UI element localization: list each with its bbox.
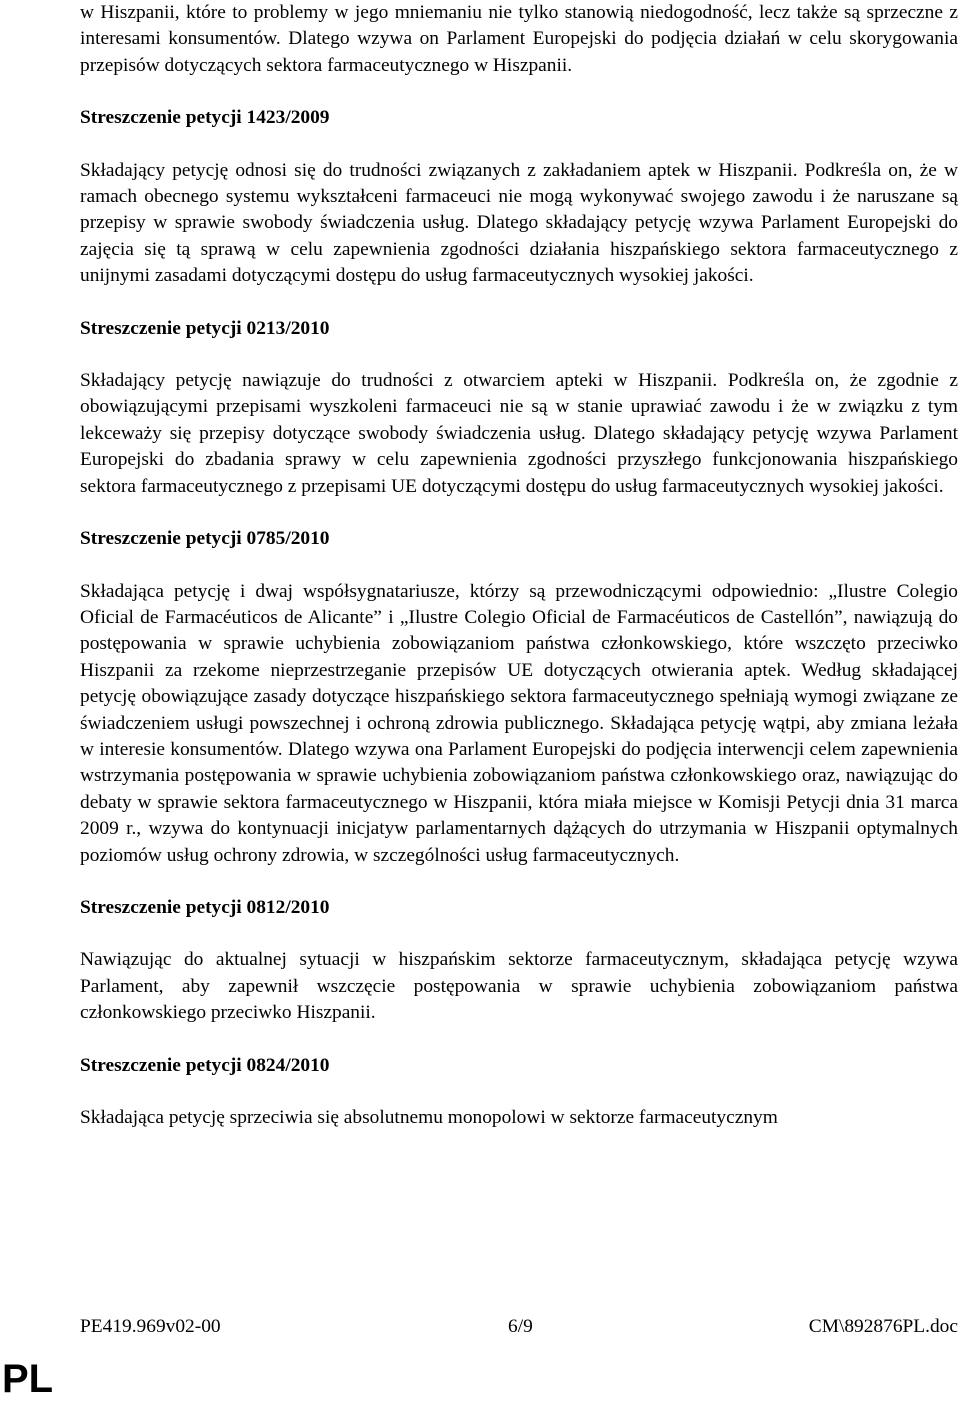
- section-text-1423-2009: Składający petycję odnosi się do trudności związanych z zakładaniem aptek w Hiszpanii. Podkreśla on, że w ramach obecnego systemu wykształceni farmaceuci nie mogą wykonywać swojego zawodu i że naruszane są przepisy w sprawie swobody świadczenia usług. Dlatego składający petycję wzywa Parlament Europejski do zajęcia się tą sprawą w celu zapewnienia zgodności działania hiszpańskiego sektora farmaceutycznego z unijnymi zasadami dotyczącymi dostępu do usług farmaceutycznych wysokiej jakości.: [80, 159, 958, 287]
- intro-paragraph: w Hiszpanii, które to problemy w jego mniemaniu nie tylko stanowią niedogodność, lecz także są sprzeczne z interesami konsumentów. Dlatego wzywa on Parlament Europejski do podjęcia działań w celu skorygowania przepisów dotyczących sektora farmaceutycznego w Hiszpanii.: [80, 2, 958, 76]
- footer-page-number: 6/9: [508, 1316, 533, 1337]
- section-text-0785-2010: Składająca petycję i dwaj współsygnatariusze, którzy są przewodniczącymi odpowiednio: „Ilustre Colegio Oficial de Farmacéuticos de Alicante” i „Ilustre Colegio Oficial de Farmacéuticos de Castellón”, nawiązują do postępowania w sprawie uchybienia zobowiązaniom państwa członkowskiego, które wszczęto przeciwko Hiszpanii za rzekome nieprzestrzeganie przepisów UE dotyczących otwierania aptek. Według składającej petycję obowiązujące zasady dotyczące hiszpańskiego sektora farmaceutycznego spełniają wymogi związane ze świadczeniem usługi powszechnej i ochroną zdrowia publicznego. Składająca petycję wątpi, aby zmiana leżała w interesie konsumentów. Dlatego wzywa ona Parlament Europejski do podjęcia interwencji celem zapewnienia wstrzymania postępowania w sprawie uchybienia zobowiązaniom państwa członkowskiego oraz, nawiązując do debaty w sprawie sektora farmaceutycznego w Hiszpanii, która miała miejsce w Komisji Petycji dnia 31 marca 2009 r., wzywa do kontynuacji inicjatyw parlamentarnych dążących do utrzymania w Hiszpanii optymalnych poziomów usług ochrony zdrowia, w szczególności usług farmaceutycznych.: [80, 580, 958, 866]
- page-footer: [80, 1314, 958, 1340]
- section-heading-0213-2010: Streszczenie petycji 0213/2010: [80, 317, 330, 339]
- section-heading-1423-2009: Streszczenie petycji 1423/2009: [80, 107, 330, 129]
- section-text-0812-2010: Nawiązując do aktualnej sytuacji w hiszpańskim sektorze farmaceutycznym, składająca petycję wzywa Parlament, aby zapewnił wszczęcie postępowania w sprawie uchybienia zobowiązaniom państwa członkowskiego przeciwko Hiszpanii.: [80, 949, 958, 1024]
- section-heading-0824-2010: Streszczenie petycji 0824/2010: [80, 1054, 330, 1076]
- footer-doc-ref: PE419.969v02-00: [80, 1316, 221, 1337]
- section-text-0824-2010: Składająca petycję sprzeciwia się absolutnemu monopolowi w sektorze farmaceutycznym: [80, 1107, 778, 1128]
- section-text-0213-2010: Składający petycję nawiązuje do trudności z otwarciem apteki w Hiszpanii. Podkreśla on, że zgodnie z obowiązującymi przepisami wyszkoleni farmaceuci nie są w stanie uprawiać zawodu i że w związku z tym lekceważy się przepisy dotyczące swobody świadczenia usług. Dlatego składający petycję wzywa Parlament Europejski do zbadania sprawy w celu zapewnienia zgodności przyszłego funkcjonowania hiszpańskiego sektora farmaceutycznego z przepisami UE dotyczącymi dostępu do usług farmaceutycznych wysokiej jakości.: [80, 370, 958, 497]
- section-heading-0785-2010: Streszczenie petycji 0785/2010: [80, 528, 330, 550]
- document-body: [80, 0, 958, 1131]
- language-code-mark: PL: [2, 1357, 54, 1401]
- section-heading-0812-2010: Streszczenie petycji 0812/2010: [80, 896, 330, 918]
- footer-file-ref: CM\892876PL.doc: [808, 1316, 958, 1337]
